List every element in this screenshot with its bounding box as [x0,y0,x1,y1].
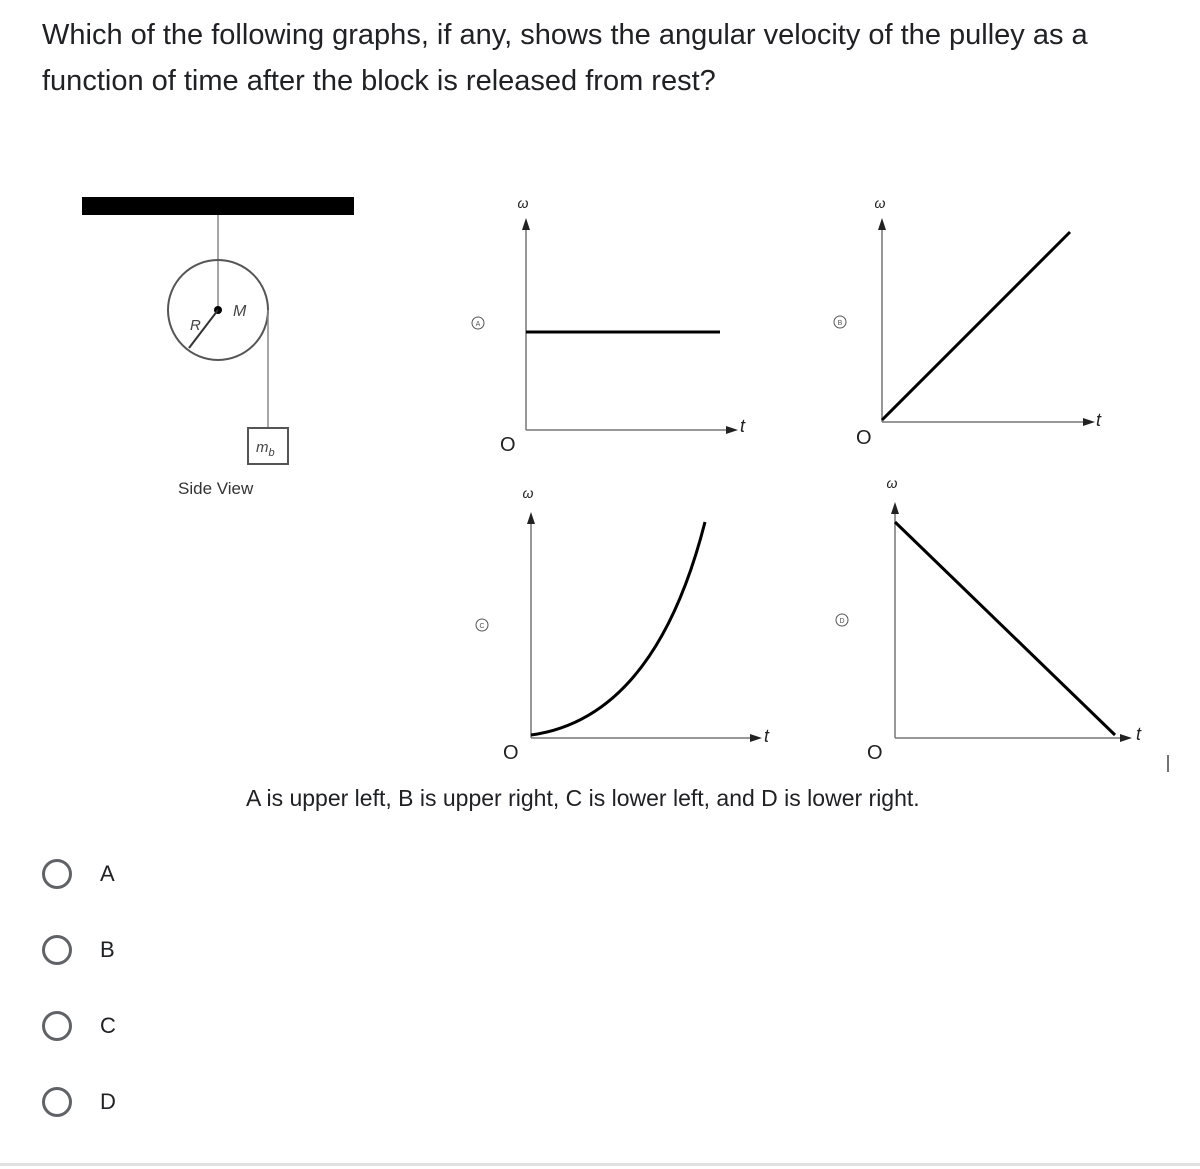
block-label: $m_b$ [256,439,275,459]
graph-a-y-arrow [522,218,530,230]
graph-b-curve [882,232,1070,420]
graph-a-y-label: ω [517,195,529,211]
graph-d-y-label: ω [886,475,898,491]
pulley-diagram [82,197,354,498]
graph-a-origin: O [500,434,516,456]
graph-d-curve [895,522,1115,735]
graph-c-origin: O [503,742,519,764]
graph-b [834,195,1102,449]
graph-b-y-arrow [878,218,886,230]
graph-b-y-label: ω [874,195,886,211]
graph-b-x-arrow [1083,418,1095,426]
mass-label: M [233,303,247,320]
graph-c [476,485,770,764]
option-c-radio[interactable] [42,1011,72,1041]
question-text: Which of the following graphs, if any, shows the angular velocity of the pulley as a function of time after the block is released from rest? [42,19,1088,97]
option-b-radio[interactable] [42,935,72,965]
side-view-label: Side View [178,479,254,498]
graph-b-marker: B [837,320,843,327]
graph-a-marker: A [475,321,481,328]
graph-c-curve [531,522,705,735]
graph-b-origin: O [856,427,872,449]
graph-a-x-arrow [726,426,738,434]
graph-d-origin: O [867,742,883,764]
graph-d-y-arrow [891,502,899,514]
ceiling-bar [82,197,354,215]
option-b-label[interactable]: B [100,937,115,962]
bottom-divider [0,1163,1200,1166]
option-c[interactable] [42,988,116,1064]
radius-label: R [190,317,201,334]
graph-a-x-label: t [740,416,746,436]
graph-b-x-label: t [1096,410,1102,430]
answer-options [42,836,116,1140]
graph-d-x-arrow [1120,734,1132,742]
option-d-label[interactable]: D [100,1089,116,1114]
graph-c-y-arrow [527,512,535,524]
graph-c-x-label: t [764,726,770,746]
option-b[interactable] [42,912,116,988]
graph-d-x-label: t [1136,724,1142,744]
option-a[interactable] [42,836,116,912]
option-d[interactable] [42,1064,116,1140]
option-d-radio[interactable] [42,1087,72,1117]
option-a-label[interactable]: A [100,861,115,886]
option-c-label[interactable]: C [100,1013,116,1038]
graph-c-x-arrow [750,734,762,742]
graph-c-marker: C [479,623,485,630]
graph-d-marker: D [839,618,845,625]
graph-c-y-label: ω [522,485,534,501]
block-subscript: b [268,447,275,459]
graph-a [472,195,746,456]
option-a-radio[interactable] [42,859,72,889]
figure-caption: A is upper left, B is upper right, C is lower left, and D is lower right. [246,785,920,811]
graph-d [836,475,1142,764]
